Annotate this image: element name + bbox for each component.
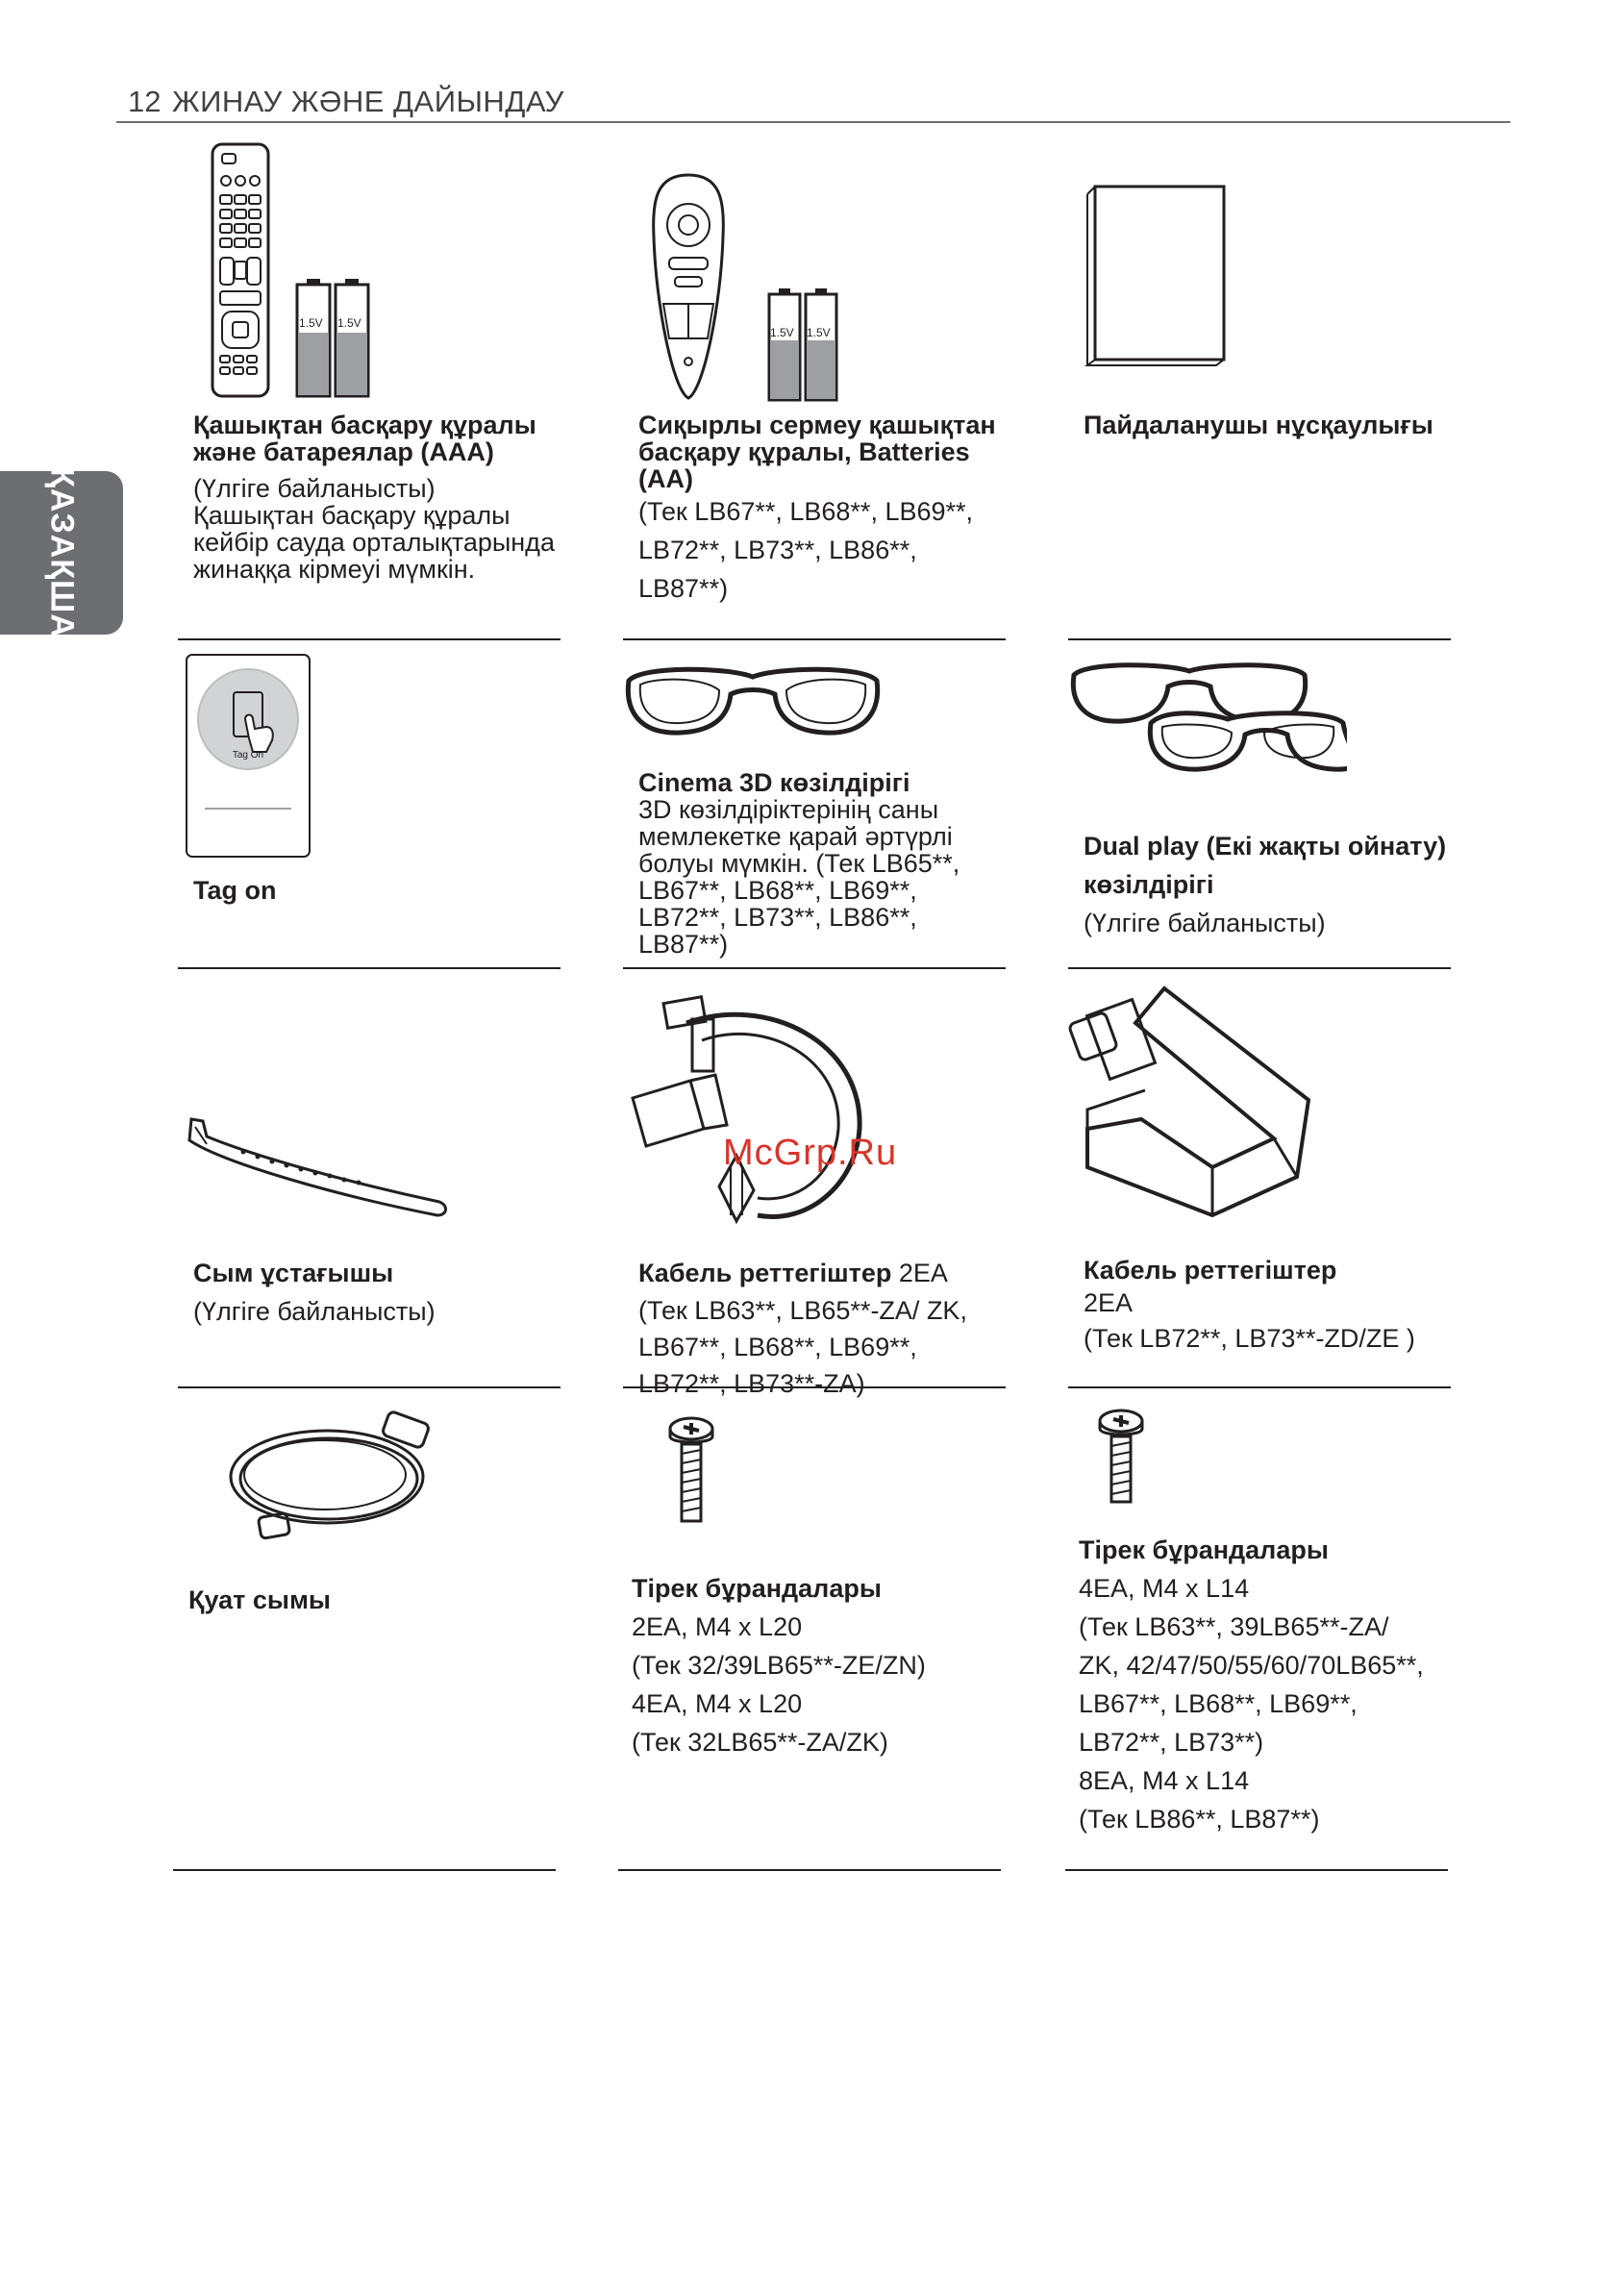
item-title: Тірек бұрандалары xyxy=(632,1574,882,1603)
divider xyxy=(178,1386,561,1388)
item-line: (Тек LB86**, LB87**) xyxy=(1079,1805,1320,1834)
language-tab xyxy=(0,467,123,638)
screw-icon xyxy=(662,1415,720,1531)
item-line: LB72**, LB73**) xyxy=(1079,1728,1264,1757)
language-tab-label: ҚАЗАҚША xyxy=(43,467,81,638)
item-description: 2EA xyxy=(1084,1288,1134,1317)
item-line: LB67**, LB68**, LB69**, xyxy=(1079,1689,1358,1718)
item-line: (Тек 32/39LB65**-ZE/ZN) xyxy=(632,1651,926,1680)
item-user-manual xyxy=(1068,135,1451,644)
cable-holder-clip-icon xyxy=(1068,985,1318,1225)
battery-icon xyxy=(769,288,800,400)
magic-remote-icon xyxy=(650,169,842,419)
section-title: ЖИНАУ ЖӘНЕ ДАЙЫНДАУ xyxy=(172,85,564,118)
item-description: (Үлгіге байланысты) xyxy=(193,1297,436,1326)
item-line: 8EA, M4 x L14 xyxy=(1079,1766,1250,1795)
item-title: Сиқырлы сермеу қашықтан басқару құралы, Batteries (AA) xyxy=(638,411,996,493)
item-title: Қуат сымы xyxy=(188,1585,331,1614)
tag-on-icon xyxy=(184,652,318,861)
item-description-extra: (Тек LB72**, LB73**-ZD/ZE ) xyxy=(1084,1324,1415,1353)
item-remote-control xyxy=(178,135,561,644)
divider xyxy=(178,967,561,969)
item-line: (Тек 32LB65**-ZA/ZK) xyxy=(632,1728,888,1757)
divider xyxy=(1068,967,1451,969)
cable-tie-icon xyxy=(186,1115,455,1221)
item-power-cord xyxy=(173,1390,556,1871)
item-magic-remote xyxy=(623,135,1006,644)
remote-control-icon xyxy=(207,142,389,402)
divider xyxy=(623,967,1006,969)
item-description: 3D көзілдіріктерінің саны мемлекетке қарай әртүрлі болуы мүмкін. (Тек LB65**, LB67**, LB68**, LB69**, LB72**, LB73**, LB86**, LB87**) xyxy=(638,795,960,959)
divider xyxy=(623,638,1006,640)
battery-icon xyxy=(336,279,368,396)
item-title: Қашықтан басқару құралы және батареялар (AAA) xyxy=(193,411,536,466)
item-cable-holder-clip xyxy=(1068,971,1451,1390)
divider xyxy=(1068,1386,1451,1388)
item-line: 4EA, M4 x L14 xyxy=(1079,1574,1250,1603)
battery-label: 1.5V xyxy=(337,316,361,330)
divider xyxy=(1068,638,1451,640)
manual-icon xyxy=(1080,183,1234,375)
page-number: 12 xyxy=(128,85,162,118)
item-title: Dual play (Екі жақты ойнату) көзілдірігі xyxy=(1084,832,1447,899)
item-description: (Үлгіге байланысты) xyxy=(1084,909,1326,937)
cable-holder-round-icon xyxy=(623,985,892,1235)
item-title: Кабель реттегіштер xyxy=(638,1259,892,1287)
divider xyxy=(173,1869,556,1871)
battery-label: 1.5V xyxy=(299,316,323,330)
item-description: (Тек LB63**, LB65**-ZA/ ZK, LB67**, LB68**, LB69**, LB72**, LB73**-ZA) xyxy=(638,1296,967,1398)
item-description: (Үлгіге байланысты) Қашықтан басқару құралы кейбір сауда орталықтарында жинаққа кірмеуі мүмкін. xyxy=(193,474,555,584)
item-dual-play-glasses xyxy=(1068,644,1451,971)
item-line: (Тек LB63**, 39LB65**-ZA/ xyxy=(1079,1612,1389,1641)
divider xyxy=(623,1386,1006,1388)
page-header xyxy=(116,79,1510,123)
item-cinema-3d-glasses xyxy=(623,644,1006,971)
watermark: McGrp.Ru xyxy=(723,1133,898,1173)
power-cord-icon xyxy=(221,1410,452,1554)
battery-label: 1.5V xyxy=(807,326,831,339)
3d-glasses-icon xyxy=(623,652,883,748)
item-title: Кабель реттегіштер xyxy=(1084,1256,1337,1285)
divider xyxy=(1065,1869,1448,1871)
item-title-suffix: 2EA xyxy=(898,1259,948,1287)
divider xyxy=(618,1869,1001,1871)
item-cable-holder-round xyxy=(623,971,1006,1398)
item-stand-screws-l14 xyxy=(1065,1390,1448,1871)
item-title: Сым ұстағышы xyxy=(193,1259,394,1287)
item-title: Cinema 3D көзілдірігі xyxy=(638,768,910,797)
screw-icon xyxy=(1092,1408,1150,1523)
item-title: Tag on xyxy=(193,876,277,905)
item-title: Тірек бұрандалары xyxy=(1079,1535,1329,1564)
item-line: 2EA, M4 x L20 xyxy=(632,1612,803,1641)
tag-on-label: Tag On xyxy=(232,750,264,761)
battery-label: 1.5V xyxy=(770,326,794,339)
item-title: Пайдаланушы нұсқаулығы xyxy=(1084,411,1433,439)
item-line: 4EA, M4 x L20 xyxy=(632,1689,803,1718)
item-tag-on xyxy=(178,644,561,971)
dual-play-glasses-icon xyxy=(1068,650,1347,785)
item-line: ZK, 42/47/50/55/60/70LB65**, xyxy=(1079,1651,1424,1680)
item-cable-tie xyxy=(178,971,561,1390)
item-description: (Тек LB67**, LB68**, LB69**, LB72**, LB73**, LB86**, LB87**) xyxy=(638,497,974,603)
battery-icon xyxy=(806,288,836,400)
item-stand-screws-l20 xyxy=(618,1390,1001,1871)
battery-icon xyxy=(297,279,330,396)
divider xyxy=(178,638,561,640)
